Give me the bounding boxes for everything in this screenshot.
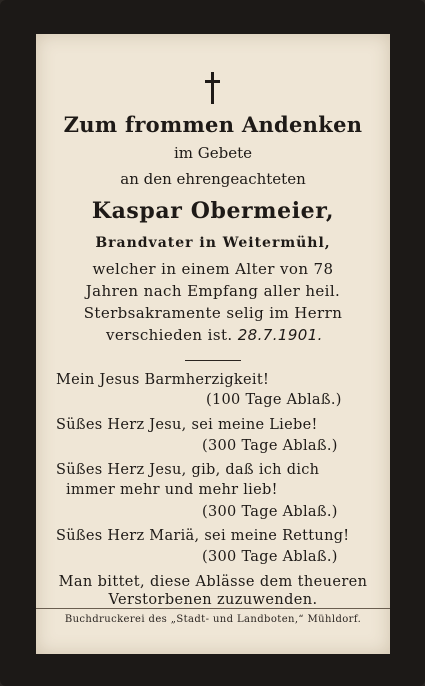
printer-imprint: Buchdruckerei des „Stadt- und Landboten,“ Mühldorf. bbox=[64, 614, 362, 625]
deceased-title: Brandvater in Weitermühl, bbox=[95, 235, 331, 251]
prayer-3: Süßes Herz Jesu, gib, daß ich dich bbox=[56, 462, 320, 478]
death-date: 28.7.1901. bbox=[237, 326, 323, 344]
indulgence-3: (300 Tage Ablaß.) bbox=[202, 504, 338, 520]
indulgence-4: (300 Tage Ablaß.) bbox=[202, 549, 338, 565]
in-prayer-line: im Gebete bbox=[173, 144, 253, 162]
prayer-4: Süßes Herz Mariä, sei meine Rettung! bbox=[56, 528, 350, 544]
divider bbox=[185, 360, 241, 361]
body-line-1: welcher in einem Alter von 78 bbox=[92, 260, 334, 278]
card-title: Zum frommen Andenken bbox=[63, 112, 363, 137]
dedication-line: an den ehrengeachteten bbox=[120, 170, 306, 188]
cross-icon bbox=[203, 72, 223, 104]
closing-line-1: Man bittet, diese Ablässe dem theueren bbox=[58, 574, 368, 590]
body-line-2: Jahren nach Empfang aller heil. bbox=[85, 282, 341, 300]
deceased-name: Kaspar Obermeier, bbox=[91, 198, 335, 224]
closing-line-2: Verstorbenen zuzuwenden. bbox=[108, 592, 318, 608]
indulgence-2: (300 Tage Ablaß.) bbox=[202, 438, 338, 454]
prayer-2: Süßes Herz Jesu, sei meine Liebe! bbox=[56, 417, 318, 433]
body-line-4 bbox=[106, 326, 323, 344]
footer-divider bbox=[36, 608, 390, 609]
body-line-3: Sterbsakramente selig im Herrn bbox=[83, 304, 343, 322]
card-paper bbox=[36, 34, 390, 654]
indulgence-1: (100 Tage Ablaß.) bbox=[206, 392, 342, 408]
prayer-1: Mein Jesus Barmherzigkeit! bbox=[56, 372, 270, 388]
prayer-3b: immer mehr und mehr lieb! bbox=[66, 482, 278, 498]
death-text: verschieden ist. bbox=[106, 326, 233, 344]
